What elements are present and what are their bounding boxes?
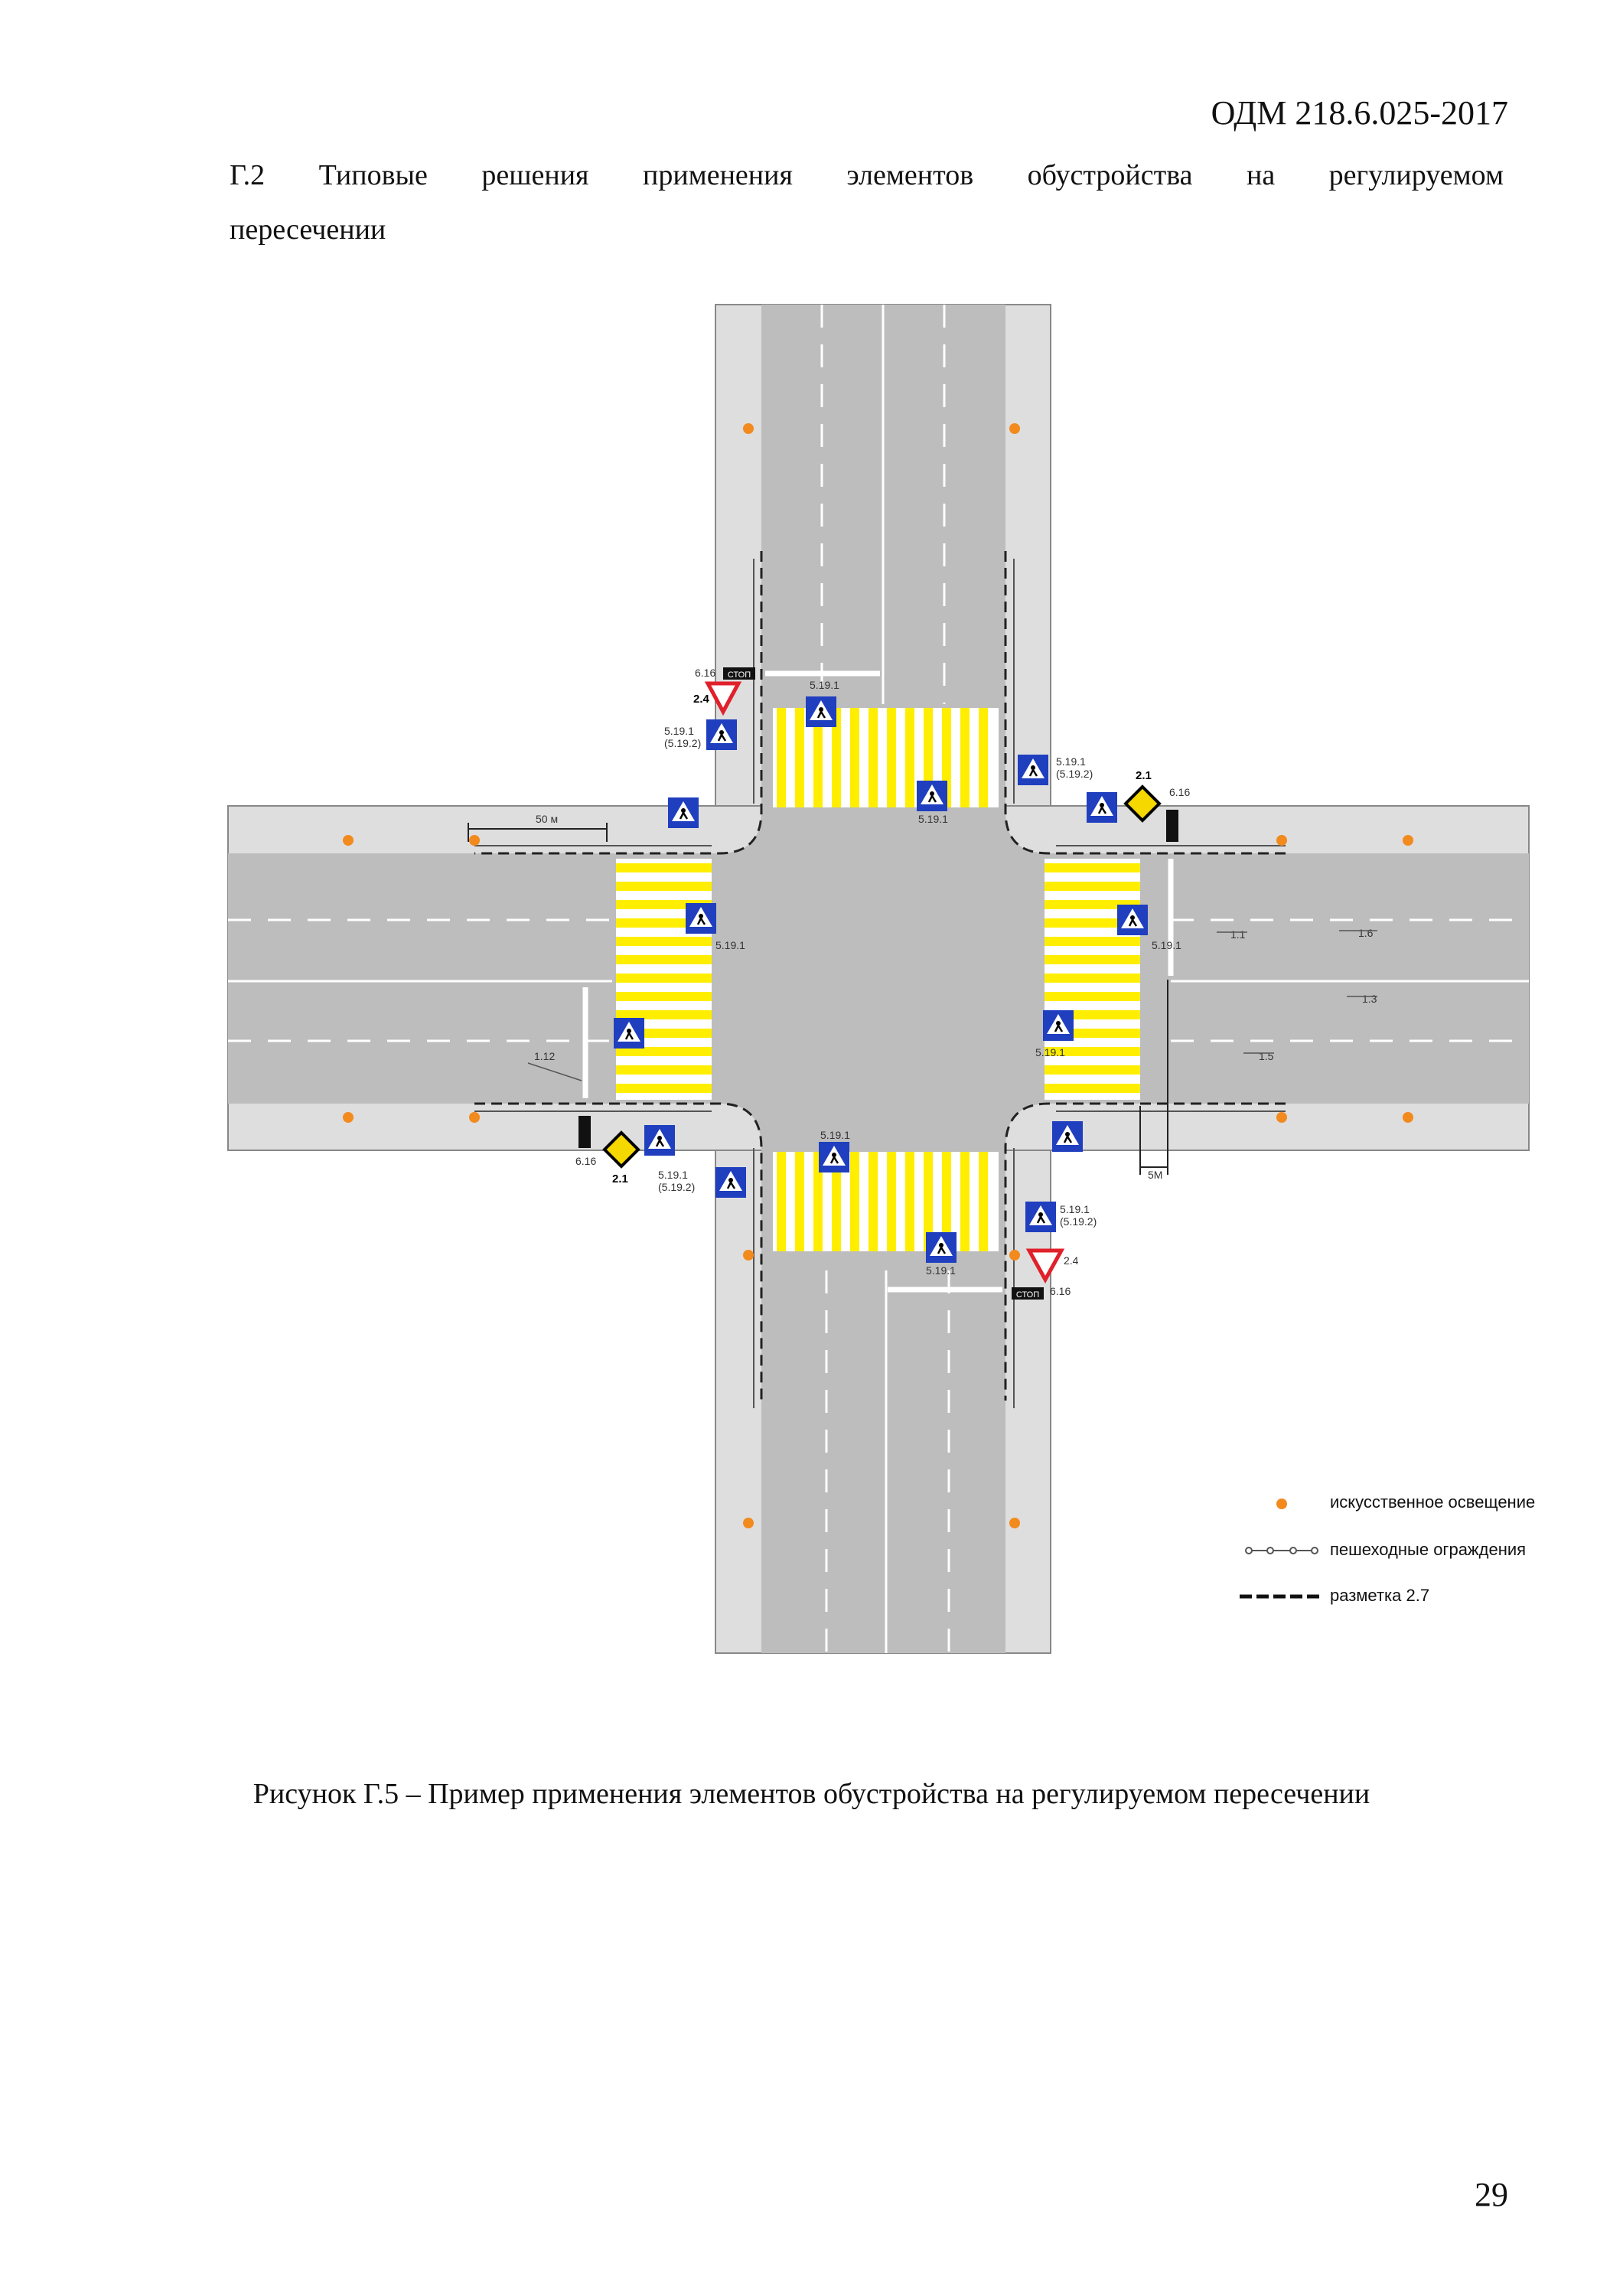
label-5191-n1: 5.19.1 <box>810 679 839 691</box>
label-5191-nw: 5.19.1 <box>664 725 694 737</box>
legend-fence-icon <box>1246 1548 1318 1554</box>
section-title: Г.2 Типовые решения применения элементов обустройства на регулируемом <box>230 159 1504 191</box>
legend <box>1240 1492 1535 1605</box>
legend-marking-label: разметка 2.7 <box>1330 1586 1430 1605</box>
label-5192-nw: (5.19.2) <box>664 737 702 749</box>
label-mark-15: 1.5 <box>1259 1050 1274 1062</box>
figure-caption: Рисунок Г.5 – Пример применения элементов обустройства на регулируемом пересечении <box>253 1778 1370 1810</box>
label-5191-se: 5.19.1 <box>1060 1203 1090 1215</box>
legend-fence-label: пешеходные ограждения <box>1330 1540 1527 1559</box>
label-24-north: 2.4 <box>693 693 709 706</box>
label-5192-ne: (5.19.2) <box>1056 768 1093 780</box>
page-number: 29 <box>1475 2176 1508 2213</box>
label-5191-s2: 5.19.1 <box>926 1264 956 1277</box>
label-5191-s1: 5.19.1 <box>820 1129 850 1141</box>
crosswalk-east <box>1045 859 1140 1100</box>
label-5191-sw: 5.19.1 <box>658 1169 688 1181</box>
label-616-north: 6.16 <box>695 667 716 679</box>
label-616-east: 6.16 <box>1169 786 1191 798</box>
intersection-area <box>719 811 1048 1148</box>
label-21-east: 2.1 <box>1136 769 1152 782</box>
label-5191-e: 5.19.1 <box>1152 939 1181 951</box>
legend-lamp-icon <box>1276 1499 1287 1509</box>
label-5192-se: (5.19.2) <box>1060 1215 1097 1228</box>
crosswalk-south <box>773 1152 999 1251</box>
dimension-5m: 5М <box>1148 1169 1163 1181</box>
label-616-west: 6.16 <box>575 1155 597 1167</box>
crosswalk-west <box>616 859 712 1100</box>
label-5191-e2: 5.19.1 <box>1035 1046 1065 1058</box>
stop-plate-south-text: СТОП <box>1015 1290 1040 1300</box>
label-24-south: 2.4 <box>1064 1254 1079 1267</box>
label-616-south: 6.16 <box>1050 1285 1071 1297</box>
label-5191-w: 5.19.1 <box>715 939 745 951</box>
stop-plate-north-text: СТОП <box>727 670 751 680</box>
section-title-continuation: пересечении <box>230 214 386 246</box>
legend-lighting-label: искусственное освещение <box>1330 1492 1536 1512</box>
label-5191-n2: 5.19.1 <box>918 813 948 825</box>
stop-plate-east <box>1166 810 1178 842</box>
label-21-west: 2.1 <box>612 1172 628 1186</box>
document-code: ОДМ 218.6.025-2017 <box>1211 94 1508 132</box>
label-5191-ne: 5.19.1 <box>1056 755 1086 768</box>
label-mark-16: 1.6 <box>1358 927 1374 939</box>
dimension-50m: 50 м <box>536 813 559 825</box>
label-mark-13: 1.3 <box>1362 993 1377 1005</box>
label-mark-112: 1.12 <box>534 1050 556 1062</box>
label-5192-sw: (5.19.2) <box>658 1181 696 1193</box>
stop-plate-west <box>578 1116 591 1148</box>
label-mark-11: 1.1 <box>1230 928 1246 941</box>
